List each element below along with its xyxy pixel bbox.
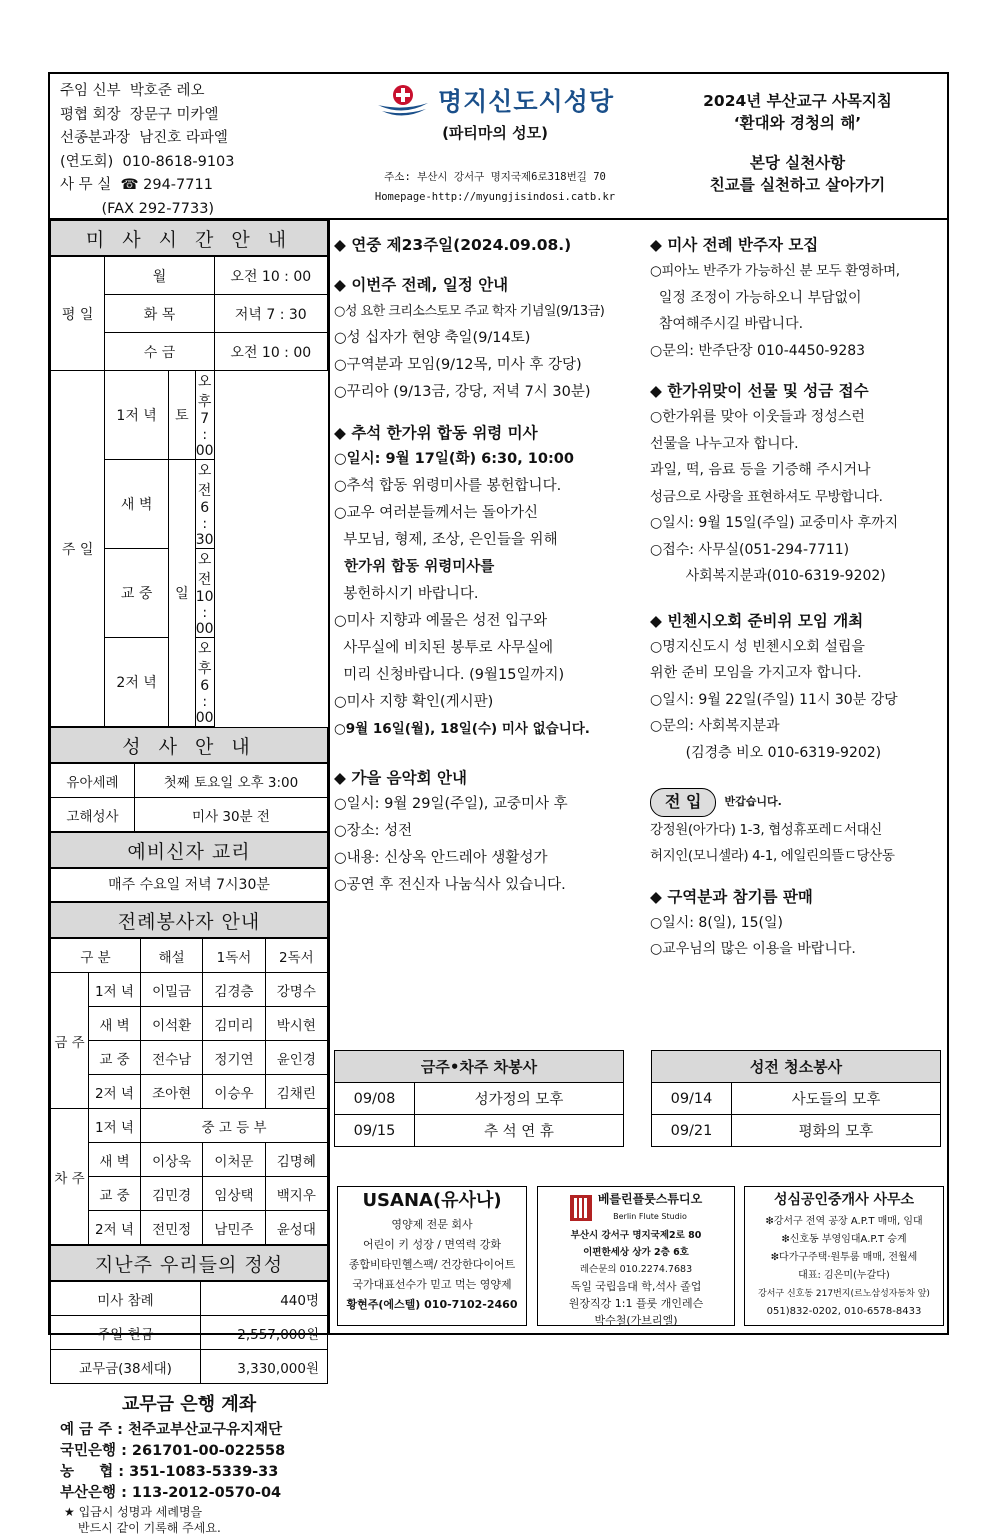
sacraments-table <box>50 763 328 832</box>
chuseok-line: ○9월 16일(월), 18일(수) 미사 없습니다. <box>334 721 590 737</box>
bank-title: 교무금 은행 계좌 <box>121 1394 257 1415</box>
offering-value: 2,557,000원 <box>201 1316 328 1350</box>
offering-value: 440명 <box>201 1282 328 1316</box>
next-week-label: 차 주 <box>51 1109 89 1245</box>
this-week-label: 금 주 <box>51 973 89 1109</box>
server-cell: 박시현 <box>265 1007 327 1041</box>
guideline-line: 2024년 부산교구 사목지침 <box>703 92 892 110</box>
gift-line: ○한가위를 맞아 이웃들과 정성스런 <box>650 409 865 425</box>
middle-column <box>334 232 638 899</box>
server-slot: 교 중 <box>89 1041 141 1075</box>
usana-line: 영양제 전문 회사 <box>391 1218 473 1231</box>
server-slot: 교 중 <box>89 1177 141 1211</box>
realty-line: 051)832-0202, 010-6578-8433 <box>766 1306 922 1317</box>
diocese-guidelines <box>650 90 945 196</box>
server-cell: 강명수 <box>265 973 327 1007</box>
schedule-item: ○성 십자가 현양 축일(9/14토) <box>334 330 531 346</box>
mass-slot: 새 벽 <box>105 460 169 549</box>
chuseok-line: ○일시: 9월 17일(화) 6:30, 10:00 <box>334 451 574 467</box>
vincent-heading: ◆ 빈첸시오회 준비위 모임 개최 <box>650 611 864 630</box>
sesame-line: ○일시: 8(일), 15(일) <box>650 914 783 931</box>
sacrament-name: 고해성사 <box>51 798 135 832</box>
right-column <box>650 232 946 963</box>
schedule-item: ○꾸리아 (9/13금, 강당, 저녁 7시 30분) <box>334 384 591 400</box>
flute-ad <box>537 1186 735 1326</box>
offering-title: 지난주 우리들의 정성 <box>50 1245 328 1281</box>
usana-ad <box>337 1186 527 1326</box>
cleaning-group: 사도들의 모후 <box>732 1083 941 1115</box>
staff-line: 선종분과장 남진호 라파엘 <box>60 130 228 146</box>
church-homepage[interactable]: Homepage-http://myungjisindosi.catb.kr <box>374 191 616 203</box>
server-slot: 새 벽 <box>89 1143 141 1177</box>
server-cell: 조아현 <box>141 1075 203 1109</box>
server-cell: 이처문 <box>203 1143 265 1177</box>
server-cell: 남민주 <box>203 1211 265 1245</box>
server-slot: 1저 녁 <box>89 1109 141 1143</box>
pianist-line: 참여해주시길 바랍니다. <box>650 316 804 332</box>
server-cell: 중 고 등 부 <box>141 1109 328 1143</box>
servers-title: 전례봉사자 안내 <box>50 902 328 938</box>
welcome-header <box>650 788 946 817</box>
sunday-label: 주 일 <box>51 371 105 727</box>
chuseok-line: ○미사 지향과 예물은 성전 입구와 <box>334 613 548 629</box>
server-slot: 2저 녁 <box>89 1075 141 1109</box>
server-cell: 전수남 <box>141 1041 203 1075</box>
mass-day: 월 <box>105 257 214 295</box>
schedule-item: ○성 요한 크리소스토모 주교 학자 기념일(9/13금) <box>334 304 605 319</box>
bank-line: 농 협 : 351-1083-5339-33 <box>60 1464 279 1480</box>
chuseok-heading: ◆ 추석 한가위 합동 위령 미사 <box>334 424 538 442</box>
chuseok-line: 한가위 합동 위령미사를 <box>334 559 495 575</box>
gift-line: 과일, 떡, 음료 등을 기증해 주시거나 <box>650 462 871 478</box>
offering-table <box>50 1281 328 1384</box>
server-cell: 김민경 <box>141 1177 203 1211</box>
bank-note: ★ 입금시 성명과 세례명을 <box>64 1505 203 1519</box>
chuseok-line: 부모님, 형제, 조상, 은인들을 위해 <box>334 532 558 548</box>
left-column-divider <box>328 220 330 1335</box>
usana-line: 종합비타민헬스팩/ 건강한다이어트 <box>348 1258 516 1271</box>
chuseok-line: 미리 신청바랍니다. (9월15일까지) <box>334 667 565 683</box>
mass-time: 오전 10 : 00 <box>214 333 327 371</box>
offering-value: 3,330,000원 <box>201 1350 328 1384</box>
server-slot: 새 벽 <box>89 1007 141 1041</box>
staff-list <box>60 80 330 221</box>
vehicle-group: 추 석 연 휴 <box>415 1115 624 1147</box>
sacraments-title: 성 사 안 내 <box>50 727 328 763</box>
realty-line: 대표: 김은미(누갈다) <box>798 1270 890 1281</box>
church-logo-block <box>350 82 640 207</box>
church-subtitle: (파티마의 성모) <box>442 124 548 142</box>
vehicle-title: 금주•차주 차봉사 <box>335 1051 624 1083</box>
catechumen-title: 예비신자 교리 <box>50 832 328 868</box>
realty-line: ❇강서구 전역 공장 A.P.T 매매, 임대 <box>765 1216 923 1227</box>
sunday-heading: ◆ 연중 제23주일(2024.09.08.) <box>334 236 572 254</box>
staff-line: 주임 신부 박호준 레오 <box>60 83 205 99</box>
mass-slot: 2저 녁 <box>105 638 169 727</box>
servers-header: 2독서 <box>265 939 327 973</box>
flute-title: 베를린플룻스튜디오 <box>597 1192 703 1206</box>
catechumen-time: 매주 수요일 저녁 7시30분 <box>50 868 328 902</box>
vehicle-service-table <box>334 1050 624 1147</box>
mass-times-section <box>50 220 328 1536</box>
vehicle-date: 09/15 <box>335 1115 415 1147</box>
realty-ad <box>744 1186 944 1326</box>
offering-name: 주일 헌금 <box>51 1316 201 1350</box>
chuseok-line: 봉헌하시기 바랍니다. <box>334 586 479 602</box>
servers-header: 1독서 <box>203 939 265 973</box>
sacrament-value: 미사 30분 전 <box>135 798 328 832</box>
gift-line: ○일시: 9월 15일(주일) 교중미사 후까지 <box>650 515 899 531</box>
bank-note: 반드시 같이 기록해 주세요. <box>78 1521 221 1535</box>
vincent-line: 위한 준비 모임을 가지고자 합니다. <box>650 665 862 681</box>
concert-line: ○내용: 신상옥 안드레아 생활성가 <box>334 850 548 866</box>
mass-time: 저녁 7 : 30 <box>214 295 327 333</box>
welcome-line: 허지인(모니셀라) 4-1, 에일린의뜰ㄷ당산동 <box>650 848 895 864</box>
mass-time: 오전 6 : 30 <box>195 460 214 549</box>
guideline-line: 친교를 실천하고 살아가기 <box>709 176 886 194</box>
concert-line: ○장소: 성전 <box>334 823 413 839</box>
usana-line: 어린이 키 성장 / 면역력 강화 <box>362 1238 502 1251</box>
servers-table <box>50 938 328 1245</box>
schedule-heading: ◆ 이번주 전례, 일정 안내 <box>334 276 509 294</box>
welcome-text: 반갑습니다. <box>724 795 782 808</box>
server-cell: 이석환 <box>141 1007 203 1041</box>
usana-contact: 황현주(에스텔) 010-7102-2460 <box>346 1298 518 1311</box>
pianist-heading: ◆ 미사 전례 반주자 모집 <box>650 236 819 254</box>
server-cell: 김명혜 <box>265 1143 327 1177</box>
server-slot: 2저 녁 <box>89 1211 141 1245</box>
offering-name: 미사 참례 <box>51 1282 201 1316</box>
vincent-line: ○일시: 9월 22일(주일) 11시 30분 강당 <box>650 691 898 708</box>
mass-time: 오전 10 : 00 <box>195 549 214 638</box>
mass-day: 수 금 <box>105 333 214 371</box>
server-slot: 1저 녁 <box>89 973 141 1007</box>
vehicle-date: 09/08 <box>335 1083 415 1115</box>
flute-line: 레슨문의 010.2274.7683 <box>579 1264 693 1275</box>
realty-line: 강서구 신호동 217번지(르노삼성자동차 앞) <box>758 1289 930 1299</box>
gift-line: ○접수: 사무실(051-294-7711) <box>650 541 850 558</box>
mass-time: 오후 7 : 00 <box>195 371 214 460</box>
bank-section <box>50 1384 328 1536</box>
usana-line: 국가대표선수가 믿고 먹는 영양제 <box>352 1278 512 1291</box>
mass-day: 일 <box>168 460 195 727</box>
sacrament-name: 유아세례 <box>51 764 135 798</box>
sesame-line: ○교우님의 많은 이용을 바랍니다. <box>650 941 856 957</box>
gift-line: 선물을 나누고자 합니다. <box>650 435 799 452</box>
pianist-line: ○문의: 반주단장 010-4450-9283 <box>650 342 866 359</box>
cleaning-service-table <box>651 1050 941 1147</box>
guideline-line: ‘환대와 경청의 해’ <box>733 114 862 132</box>
schedule-item: ○구역분과 모임(9/12목, 미사 후 강당) <box>334 357 582 373</box>
flute-line: 부산시 강서구 명지국제2로 80 <box>570 1230 702 1241</box>
concert-heading: ◆ 가을 음악회 안내 <box>334 769 467 787</box>
vehicle-group: 성가정의 모후 <box>415 1083 624 1115</box>
vincent-line: ○문의: 사회복지분과 <box>650 718 780 734</box>
server-cell: 김경층 <box>203 973 265 1007</box>
server-cell: 이승우 <box>203 1075 265 1109</box>
usana-title: USANA(유사나) <box>362 1190 502 1211</box>
server-cell: 정기연 <box>203 1041 265 1075</box>
mass-time: 오후 6 : 00 <box>195 638 214 727</box>
gift-heading: ◆ 한가위맞이 선물 및 성금 접수 <box>650 382 869 400</box>
gift-line: 사회복지분과(010-6319-9202) <box>650 568 886 584</box>
chuseok-line: ○추석 합동 위령미사를 봉헌합니다. <box>334 478 562 494</box>
server-cell: 이상욱 <box>141 1143 203 1177</box>
mass-day: 토 <box>168 371 195 460</box>
mass-time: 오전 10 : 00 <box>214 257 327 295</box>
vincent-line: ○명지신도시 성 빈첸시오회 설립을 <box>650 638 865 655</box>
mass-day: 화 목 <box>105 295 214 333</box>
realty-line: ❇다가구주택·원투룸 매매, 전월세 <box>770 1252 918 1263</box>
mass-slot: 교 중 <box>105 549 169 638</box>
vincent-line: (김경층 비오 010-6319-9202) <box>650 744 882 761</box>
guideline-line: 본당 실천사항 <box>749 154 846 172</box>
concert-line: ○일시: 9월 29일(주일), 교중미사 후 <box>334 796 568 812</box>
mass-times-table <box>50 256 328 727</box>
church-logo-icon <box>376 83 430 117</box>
bulletin-frame <box>48 72 949 1535</box>
server-cell: 백지우 <box>265 1177 327 1211</box>
server-cell: 임상택 <box>203 1177 265 1211</box>
bank-line: 예 금 주 : 천주교부산교구유지재단 <box>60 1422 283 1438</box>
bank-line: 국민은행 : 261701-00-022558 <box>60 1443 286 1459</box>
flute-subtitle: Berlin Flute Studio <box>613 1212 687 1221</box>
weekday-label: 평 일 <box>51 257 105 371</box>
server-cell: 김채린 <box>265 1075 327 1109</box>
flute-line: 박수철(가브리엘) <box>594 1314 678 1327</box>
cleaning-date: 09/14 <box>652 1083 732 1115</box>
cleaning-group: 평화의 모후 <box>732 1115 941 1147</box>
server-cell: 전민정 <box>141 1211 203 1245</box>
flute-logo-icon <box>570 1195 592 1221</box>
flute-line: 원장직강 1:1 플룻 개인레슨 <box>568 1297 704 1310</box>
server-cell: 윤성대 <box>265 1211 327 1245</box>
concert-line: ○공연 후 전신자 나눔식사 있습니다. <box>334 877 566 893</box>
mass-times-title: 미 사 시 간 안 내 <box>50 220 328 256</box>
sacrament-value: 첫째 토요일 오후 3:00 <box>135 764 328 798</box>
bank-line: 부산은행 : 113-2012-0570-04 <box>60 1485 282 1501</box>
server-cell: 김미리 <box>203 1007 265 1041</box>
church-address: 주소: 부산시 강서구 명지국제6로318번길 70 <box>384 171 606 183</box>
staff-line: (연도회) 010-8618-9103 <box>60 153 235 170</box>
server-cell: 윤인경 <box>265 1041 327 1075</box>
staff-line: 평협 회장 장문구 미카엘 <box>60 106 219 123</box>
flute-line: 독일 국립음대 학,석사 졸업 <box>570 1280 702 1293</box>
server-cell: 이밀금 <box>141 973 203 1007</box>
offering-name: 교무금(38세대) <box>51 1350 201 1384</box>
chuseok-line: ○미사 지향 확인(게시판) <box>334 694 494 710</box>
servers-header: 구 분 <box>51 939 141 973</box>
church-name: 명지신도시성당 <box>437 87 615 116</box>
pianist-line: 일정 조정이 가능하오니 부담없이 <box>650 289 862 306</box>
servers-header: 해설 <box>141 939 203 973</box>
flute-line: 이편한세상 상가 2층 6호 <box>583 1247 689 1258</box>
welcome-badge: 전 입 <box>650 788 716 817</box>
cleaning-title: 성전 청소봉사 <box>652 1051 941 1083</box>
guideline-spacer <box>650 134 945 152</box>
staff-line: 사 무 실 ☎ 294-7711 <box>60 177 213 193</box>
mass-slot: 1저 녁 <box>105 371 169 460</box>
realty-line: ❇신호동 부영임대A.P.T 승계 <box>781 1234 907 1245</box>
welcome-line: 강정원(아가다) 1-3, 협성휴포레ㄷ서대신 <box>650 821 882 838</box>
chuseok-line: 사무실에 비치된 봉투로 사무실에 <box>334 640 554 656</box>
gift-line: 성금으로 사랑을 표현하셔도 무방합니다. <box>650 488 883 505</box>
chuseok-line: ○교우 여러분들께서는 돌아가신 <box>334 505 538 521</box>
sesame-heading: ◆ 구역분과 참기름 판매 <box>650 887 813 906</box>
cleaning-date: 09/21 <box>652 1115 732 1147</box>
realty-title: 성심공인중개사 사무소 <box>773 1192 915 1208</box>
pianist-line: ○피아노 반주가 가능하신 분 모두 환영하며, <box>650 263 900 279</box>
staff-line: (FAX 292-7733) <box>60 200 215 217</box>
